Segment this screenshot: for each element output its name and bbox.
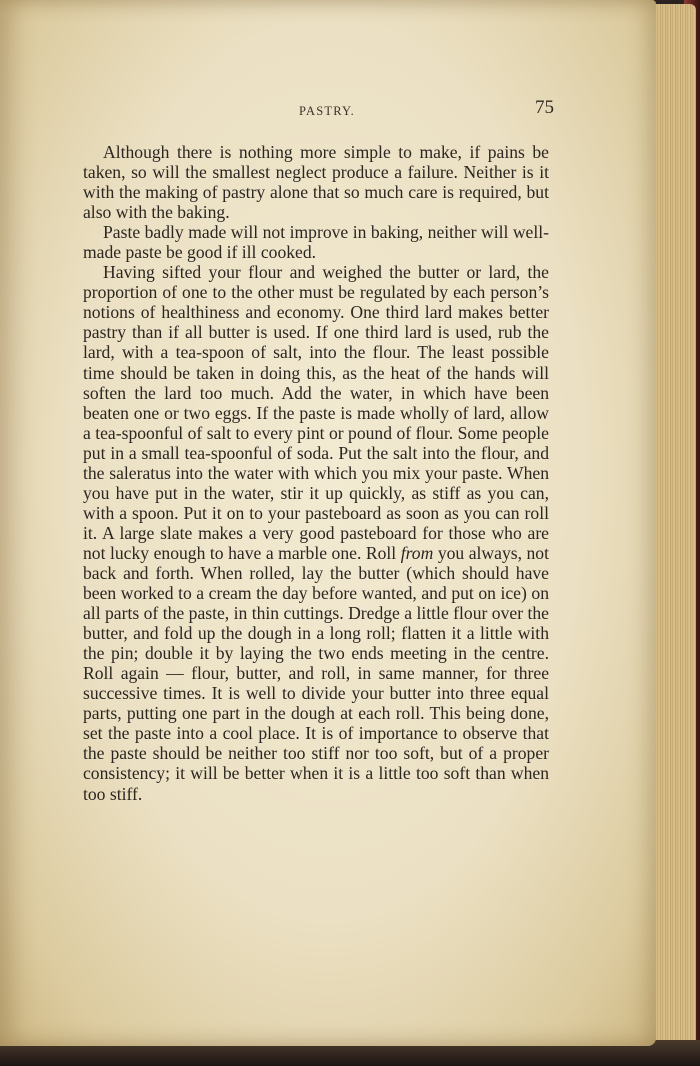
paragraph [83, 142, 549, 222]
text-segment: Although there is nothing more simple to make, if pains be taken, so will the smallest neglect produce a failure. Neither is it with the making of pastry alone that so much care is required, but also with the baking. [83, 142, 549, 223]
paragraph [83, 222, 549, 262]
italic-emphasis: from [400, 542, 434, 563]
text-segment: you always, not back and forth. When rolled, lay the butter (which should have been worked to a cream the day before wanted, and put on ice) on all parts of the paste, in thin cuttings. Dredge a little flour over the butter, and fold up the dough in a long roll; flatten it a little with the pin; double it by laying the two ends meeting in the centre. Roll again — flour, butter, and roll, in same manner, for three successive times. It is well to divide your butter into three equal parts, putting one part in the dough at each roll. This being done, set the paste into a cool place. It is of importance to observe that the paste should be neither too stiff nor too soft, but of a proper consistency; it will be better when it is a little too soft than when too stiff. [83, 542, 549, 804]
text-segment: Paste badly made will not improve in baking, neither will well-made paste be good if ill cooked. [83, 222, 549, 263]
running-head: PASTRY. [298, 104, 355, 118]
paragraph [83, 262, 549, 803]
text-segment: Having sifted your flour and weighed the butter or lard, the proportion of one to the other must be regulated by each person’s notions of healthiness and economy. One third lard makes better pastry than if all butter is used. If one third lard is used, rub the lard, with a tea-spoon of salt, into the flour. The least possible time should be taken in doing this, as the heat of the hands will soften the lard too much. Add the water, in which have been beaten one or two eggs. If the paste is made wholly of lard, allow a tea-spoonful of salt to every pint or pound of flour. Some people put in a small tea-spoonful of soda. Put the salt into the flour, and the saleratus into the water with which you mix your paste. When you have put in the water, stir it up quickly, as stiff as you can, with a spoon. Put it on to your pasteboard as soon as you can roll it. A large slate makes a very good pasteboard for those who are not lucky enough to have a marble one. Roll [83, 262, 549, 563]
page-number: 75 [535, 97, 554, 118]
body-text [83, 142, 549, 804]
